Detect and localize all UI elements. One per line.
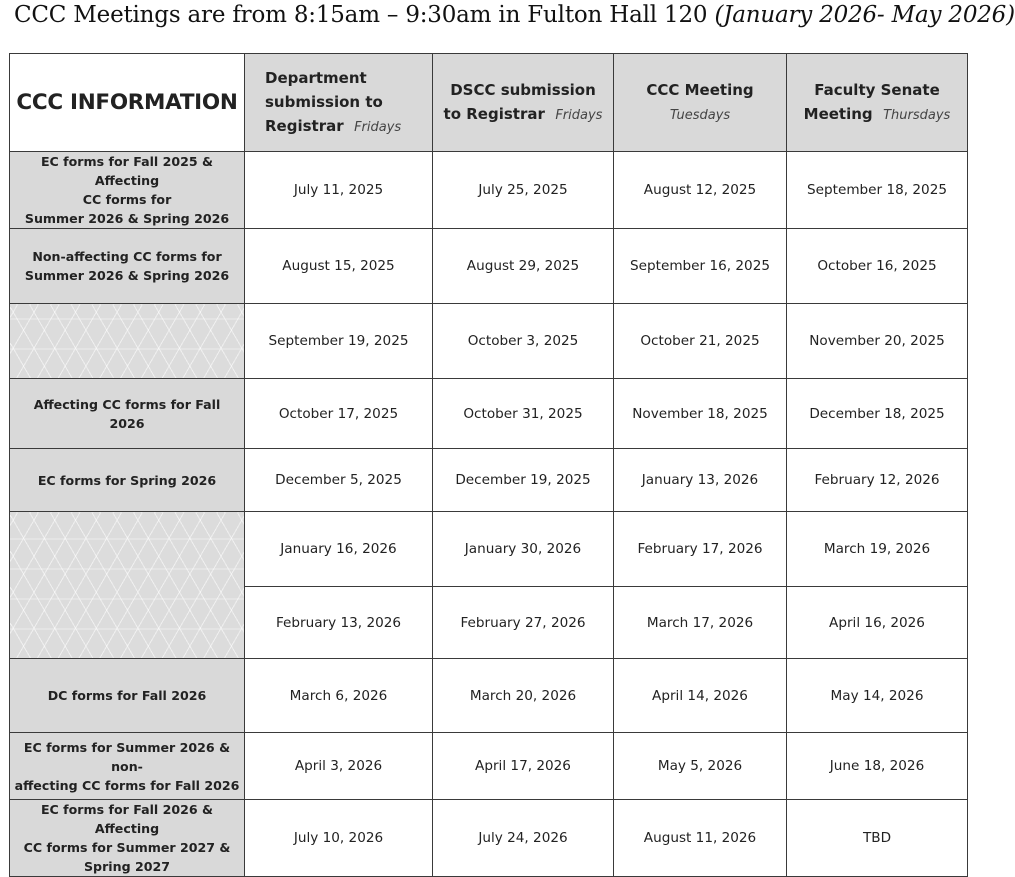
row-info-cell (10, 229, 245, 304)
column-header-text: submission to (265, 92, 383, 111)
column-header-text: CCC Meeting (646, 80, 754, 99)
row-info-cell (10, 449, 245, 512)
ccc-meeting-date: April 14, 2026 (614, 659, 787, 733)
dscc-submission-date: December 19, 2025 (433, 449, 614, 512)
row-info-cell (10, 152, 245, 229)
department-submission-date: January 16, 2026 (245, 512, 433, 587)
title-date-range: (January 2026- May 2026) (714, 2, 1015, 28)
column-header-text: Department (265, 68, 367, 87)
column-header-faculty-senate (787, 54, 968, 152)
faculty-senate-date: February 12, 2026 (787, 449, 968, 512)
column-header-text: Registrar (265, 116, 344, 135)
table-row (10, 304, 968, 379)
column-header-day: Fridays (555, 107, 603, 123)
column-header-text: DSCC submission (450, 80, 596, 99)
faculty-senate-date: April 16, 2026 (787, 587, 968, 659)
row-info-text: Non-affecting CC forms for (32, 249, 222, 264)
ccc-meeting-date: November 18, 2025 (614, 379, 787, 449)
ccc-meeting-date: March 17, 2026 (614, 587, 787, 659)
row-info-text: CC forms for Summer 2027 & (23, 840, 231, 855)
row-info-text: CC forms for (82, 192, 172, 207)
table-header-row (10, 54, 968, 152)
row-info-text: EC forms for Fall 2025 & Affecting (40, 154, 214, 188)
column-header-text: Faculty Senate (814, 80, 940, 99)
ccc-meeting-date: August 11, 2026 (614, 800, 787, 877)
dscc-submission-date: October 3, 2025 (433, 304, 614, 379)
faculty-senate-date: September 18, 2025 (787, 152, 968, 229)
department-submission-date: August 15, 2025 (245, 229, 433, 304)
column-header-day: Thursdays (883, 107, 951, 123)
table-row (10, 152, 968, 229)
department-submission-date: February 13, 2026 (245, 587, 433, 659)
department-submission-date: December 5, 2025 (245, 449, 433, 512)
column-header-day: Tuesdays (669, 107, 731, 123)
dscc-submission-date: July 24, 2026 (433, 800, 614, 877)
faculty-senate-date: June 18, 2026 (787, 733, 968, 800)
column-header-department (245, 54, 433, 152)
dscc-submission-date: March 20, 2026 (433, 659, 614, 733)
corner-header: CCC INFORMATION (10, 54, 245, 152)
faculty-senate-date: March 19, 2026 (787, 512, 968, 587)
ccc-meeting-date: August 12, 2025 (614, 152, 787, 229)
faculty-senate-date: May 14, 2026 (787, 659, 968, 733)
department-submission-date: July 11, 2025 (245, 152, 433, 229)
ccc-meeting-date: February 17, 2026 (614, 512, 787, 587)
dscc-submission-date: April 17, 2026 (433, 733, 614, 800)
row-info-text: EC forms for Summer 2026 & non- (23, 739, 231, 774)
column-header-text: Meeting (803, 104, 873, 123)
table-row (10, 800, 968, 877)
faculty-senate-date: TBD (787, 800, 968, 877)
row-info-text: Summer 2026 & Spring 2026 (24, 268, 230, 283)
ccc-meeting-date: September 16, 2025 (614, 229, 787, 304)
dscc-submission-date: July 25, 2025 (433, 152, 614, 229)
patterned-empty-cell (10, 304, 245, 379)
title-main: CCC Meetings are from 8:15am – 9:30am in Fulton Hall 120 (14, 2, 708, 28)
row-info-text: EC forms for Fall 2026 & Affecting (40, 802, 214, 836)
faculty-senate-date: October 16, 2025 (787, 229, 968, 304)
table-row (10, 449, 968, 512)
row-info-text: Spring 2027 (83, 859, 171, 874)
ccc-meeting-date: October 21, 2025 (614, 304, 787, 379)
dscc-submission-date: January 30, 2026 (433, 512, 614, 587)
row-info-cell (10, 659, 245, 733)
row-info-text: Affecting CC forms for Fall 2026 (33, 396, 221, 431)
row-info-text: EC forms for Spring 2026 (37, 472, 217, 488)
row-info-cell (10, 733, 245, 800)
department-submission-date: July 10, 2026 (245, 800, 433, 877)
ccc-meeting-date: May 5, 2026 (614, 733, 787, 800)
table-row (10, 512, 968, 587)
column-header-dscc (433, 54, 614, 152)
column-header-ccc-meeting (614, 54, 787, 152)
ccc-schedule-table (9, 53, 968, 877)
table-row (10, 379, 968, 449)
row-info-cell (10, 379, 245, 449)
patterned-empty-cell (10, 512, 245, 659)
row-info-cell (10, 800, 245, 877)
dscc-submission-date: October 31, 2025 (433, 379, 614, 449)
department-submission-date: October 17, 2025 (245, 379, 433, 449)
row-info-text: affecting CC forms for Fall 2026 (14, 777, 240, 793)
column-header-day: Fridays (354, 119, 402, 135)
row-info-text: DC forms for Fall 2026 (47, 688, 207, 703)
page-title (14, 2, 1015, 28)
column-header-text: to Registrar (443, 104, 545, 123)
faculty-senate-date: December 18, 2025 (787, 379, 968, 449)
table-row (10, 659, 968, 733)
dscc-submission-date: February 27, 2026 (433, 587, 614, 659)
department-submission-date: March 6, 2026 (245, 659, 433, 733)
table-row (10, 229, 968, 304)
row-info-text: Summer 2026 & Spring 2026 (24, 211, 230, 226)
faculty-senate-date: November 20, 2025 (787, 304, 968, 379)
dscc-submission-date: August 29, 2025 (433, 229, 614, 304)
ccc-meeting-date: January 13, 2026 (614, 449, 787, 512)
department-submission-date: September 19, 2025 (245, 304, 433, 379)
table-row (10, 733, 968, 800)
department-submission-date: April 3, 2026 (245, 733, 433, 800)
